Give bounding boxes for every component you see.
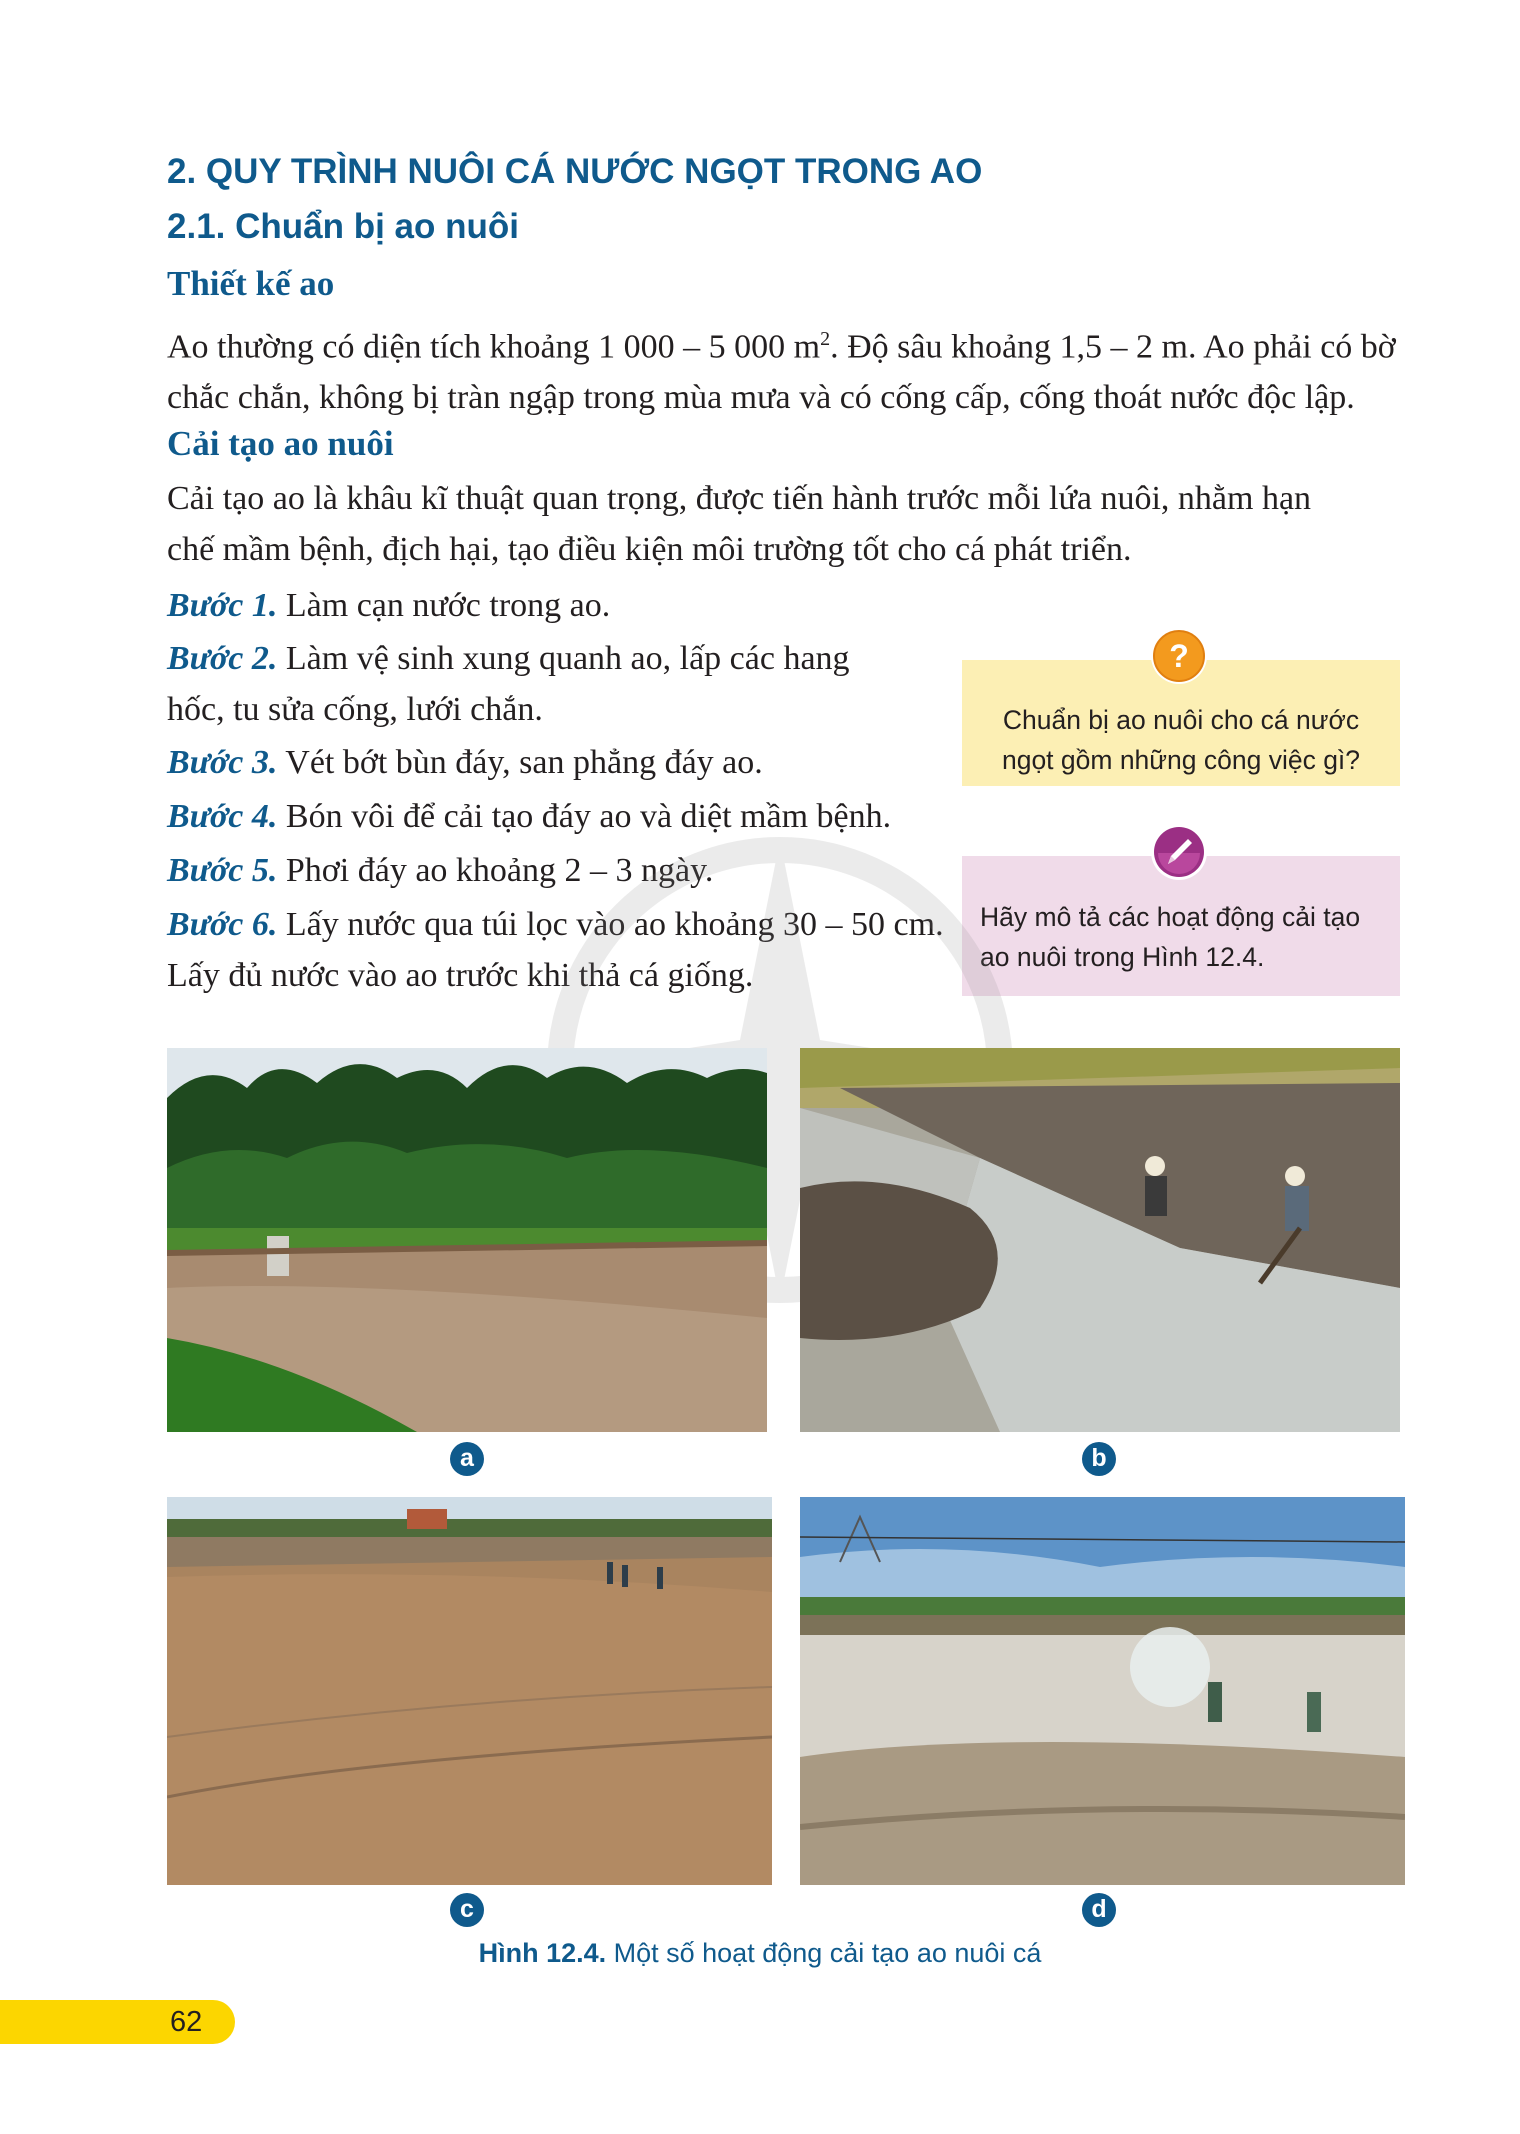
figure-caption-label: Hình 12.4. xyxy=(478,1938,607,1968)
activity-line-1: Hãy mô tả các hoạt động cải tạo xyxy=(980,902,1361,932)
step-4-label: Bước 4. xyxy=(167,798,278,835)
design-text-1b: . Độ sâu khoảng 1,5 – 2 m. Ao phải có bờ xyxy=(830,328,1396,366)
section-title: 2. QUY TRÌNH NUÔI CÁ NƯỚC NGỌT TRONG AO xyxy=(167,152,983,191)
figure-label-b: b xyxy=(1082,1442,1116,1476)
step-1 xyxy=(167,580,610,631)
pen-icon xyxy=(1150,823,1208,881)
activity-line-2: ao nuôi trong Hình 12.4. xyxy=(980,942,1265,972)
step-1-text: Làm cạn nước trong ao. xyxy=(277,587,611,624)
figure-caption-text: Một số hoạt động cải tạo ao nuôi cá xyxy=(606,1938,1042,1968)
photo-a-drained-pond xyxy=(167,1048,767,1432)
renovation-text-2: chế mầm bệnh, địch hại, tạo điều kiện môi trường tốt cho cá phát triển. xyxy=(167,531,1132,568)
step-5-label: Bước 5. xyxy=(167,852,278,889)
step-6-text: Lấy nước qua túi lọc vào ao khoảng 30 – 50 cm. xyxy=(277,906,944,943)
step-4-text: Bón vôi để cải tạo đáy ao và diệt mầm bệnh. xyxy=(277,798,892,835)
photo-d-liming-pond xyxy=(800,1497,1405,1885)
step-3 xyxy=(167,737,763,788)
figure-label-d: d xyxy=(1082,1893,1116,1927)
step-2 xyxy=(167,633,850,735)
design-paragraph xyxy=(167,314,1407,423)
design-text-sup: 2 xyxy=(820,328,831,350)
svg-text:?: ? xyxy=(1169,638,1189,674)
figure-label-c: c xyxy=(450,1893,484,1927)
step-5-text: Phơi đáy ao khoảng 2 – 3 ngày. xyxy=(277,852,714,889)
step-6-text-2: Lấy đủ nước vào ao trước khi thả cá giống. xyxy=(167,957,754,994)
step-6-label: Bước 6. xyxy=(167,906,278,943)
step-2-label: Bước 2. xyxy=(167,640,278,677)
question-icon xyxy=(1150,627,1208,685)
figure-label-a: a xyxy=(450,1442,484,1476)
subsection-title: 2.1. Chuẩn bị ao nuôi xyxy=(167,207,519,246)
photo-c-leveling-pond xyxy=(167,1497,772,1885)
step-1-label: Bước 1. xyxy=(167,587,278,624)
question-text xyxy=(962,700,1400,780)
design-text-2: chắc chắn, không bị tràn ngập trong mùa mưa và có cống cấp, cống thoát nước độc lập. xyxy=(167,379,1355,417)
figure-caption xyxy=(0,1938,1520,1969)
step-2-text: Làm vệ sinh xung quanh ao, lấp các hang xyxy=(277,640,850,677)
question-line-1: Chuẩn bị ao nuôi cho cá nước xyxy=(1002,705,1360,735)
renovation-paragraph xyxy=(167,473,1407,575)
design-text-1a: Ao thường có diện tích khoảng 1 000 – 5 000 m xyxy=(167,328,821,366)
renovation-heading: Cải tạo ao nuôi xyxy=(167,424,394,463)
renovation-text-1: Cải tạo ao là khâu kĩ thuật quan trọng, được tiến hành trước mỗi lứa nuôi, nhằm hạn xyxy=(167,480,1312,517)
step-2-text-2: hốc, tu sửa cống, lưới chắn. xyxy=(167,691,543,728)
activity-text xyxy=(980,897,1400,977)
page-number: 62 xyxy=(170,2006,203,2038)
photo-b-cleaning-pond xyxy=(800,1048,1400,1432)
step-3-label: Bước 3. xyxy=(167,744,278,781)
question-line-2: ngọt gồm những công việc gì? xyxy=(1001,745,1361,775)
step-3-text: Vét bớt bùn đáy, san phẳng đáy ao. xyxy=(277,744,763,781)
design-heading: Thiết kế ao xyxy=(167,264,335,303)
